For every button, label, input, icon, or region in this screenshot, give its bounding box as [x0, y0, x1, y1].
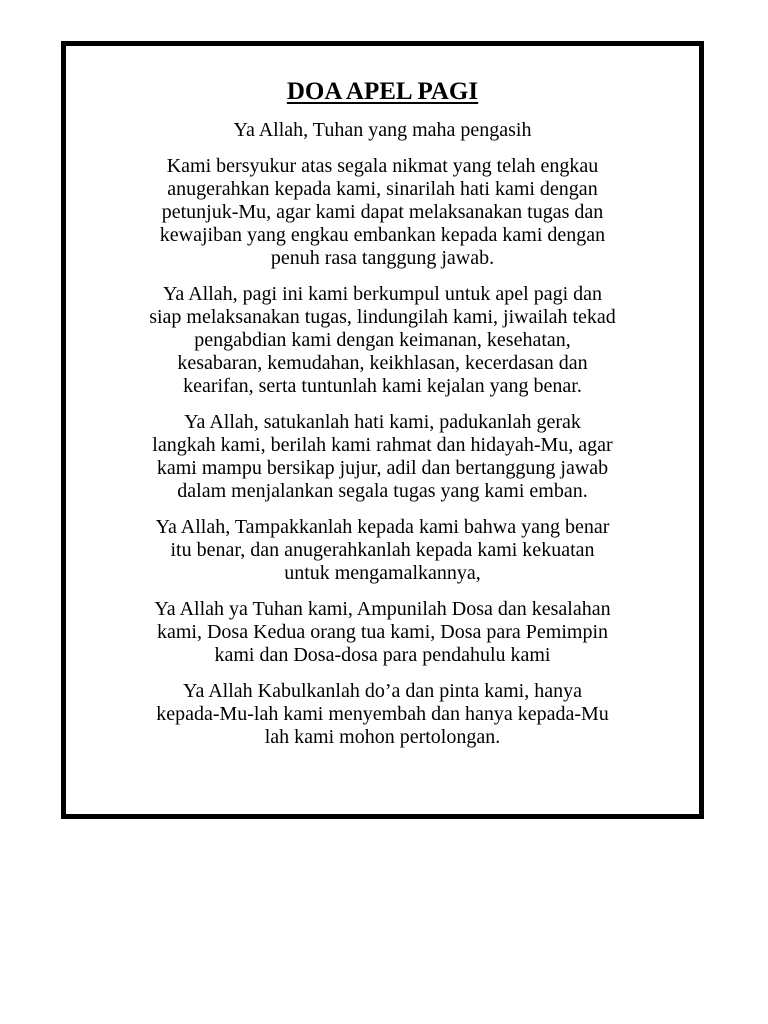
- text-line: Ya Allah, satukanlah hati kami, padukanlah gerak: [184, 411, 581, 433]
- text-line: pengabdian kami dengan keimanan, kesehatan,: [194, 329, 571, 351]
- text-line: Ya Allah ya Tuhan kami, Ampunilah Dosa dan kesalahan: [154, 598, 611, 620]
- text-line: kewajiban yang engkau embankan kepada kami dengan: [159, 224, 606, 246]
- text-line: siap melaksanakan tugas, lindungilah kami, jiwailah tekad: [149, 306, 616, 328]
- text-line: anugerahkan kepada kami, sinarilah hati kami dengan: [167, 178, 598, 200]
- text-line: Ya Allah Kabulkanlah do’a dan pinta kami, hanya: [183, 680, 582, 702]
- text-line: penuh rasa tanggung jawab.: [270, 247, 495, 269]
- text-line: Ya Allah, pagi ini kami berkumpul untuk apel pagi dan: [162, 283, 602, 305]
- document-frame: [61, 41, 704, 819]
- prayer-body: [86, 119, 679, 762]
- paragraph: [86, 598, 679, 667]
- text-line: Kami bersyukur atas segala nikmat yang telah engkau: [166, 155, 599, 177]
- paragraph: [86, 155, 679, 270]
- text-line: Ya Allah, Tuhan yang maha pengasih: [233, 119, 532, 141]
- text-line: itu benar, dan anugerahkanlah kepada kami kekuatan: [170, 539, 595, 561]
- text-line: kami dan Dosa-dosa para pendahulu kami: [214, 644, 551, 666]
- text-line: dalam menjalankan segala tugas yang kami emban.: [177, 480, 588, 502]
- text-line: kami, Dosa Kedua orang tua kami, Dosa para Pemimpin: [157, 621, 608, 643]
- text-line: lah kami mohon pertolongan.: [264, 726, 501, 748]
- paragraph: [86, 516, 679, 585]
- text-line: Ya Allah, Tampakkanlah kepada kami bahwa yang benar: [155, 516, 610, 538]
- paragraph: [86, 119, 679, 142]
- text-line: kearifan, serta tuntunlah kami kejalan yang benar.: [183, 375, 582, 397]
- document-title: DOA APEL PAGI: [286, 78, 479, 105]
- text-line: langkah kami, berilah kami rahmat dan hidayah-Mu, agar: [152, 434, 613, 456]
- paragraph: [86, 411, 679, 503]
- text-line: kesabaran, kemudahan, keikhlasan, kecerdasan dan: [177, 352, 588, 374]
- text-line: kami mampu bersikap jujur, adil dan bertanggung jawab: [156, 457, 609, 479]
- text-line: petunjuk-Mu, agar kami dapat melaksanakan tugas dan: [161, 201, 604, 223]
- paragraph: [86, 283, 679, 398]
- paragraph: [86, 680, 679, 749]
- text-line: untuk mengamalkannya,: [284, 562, 481, 584]
- text-line: kepada-Mu-lah kami menyembah dan hanya kepada-Mu: [156, 703, 609, 725]
